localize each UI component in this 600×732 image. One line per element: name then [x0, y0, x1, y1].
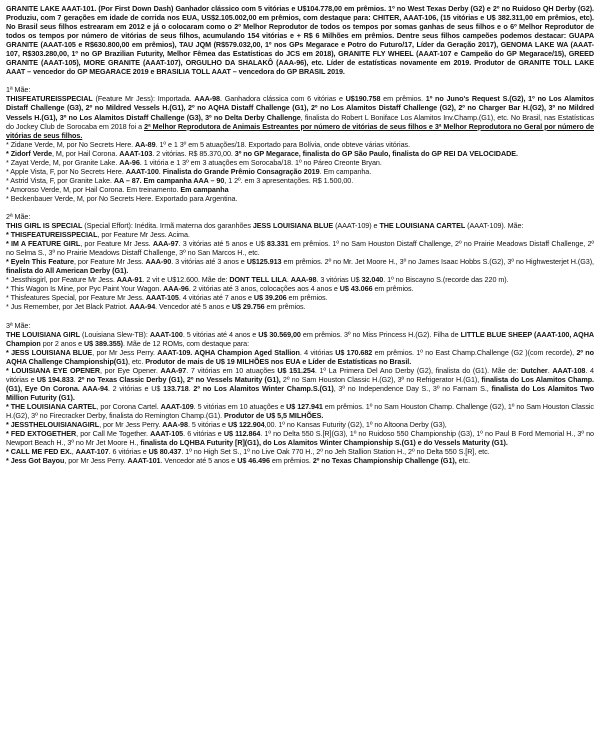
offspring-text: , por Feature Mr Jess. [73, 257, 146, 267]
offspring-text: , por Corona Cartel. [96, 401, 161, 411]
offspring-text: * Apple Vista, F, por No Secrets Here. [6, 166, 126, 176]
offspring-text: , M, por Hail Corona. [52, 148, 120, 158]
offspring-text: . [547, 365, 553, 375]
offspring-earnings: 133.718 [163, 383, 189, 393]
offspring-text: , por Feature Mr Jess. Acima. [97, 230, 190, 240]
offspring-name: * JESSTHELOUISIANAGIRL [6, 420, 100, 430]
offspring-earnings: U$ 151.254 [277, 365, 315, 375]
offspring-highlight: Produtor de U$ 5,5 MILHÕES. [224, 410, 324, 420]
offspring-text: * Jessthisgirl, por Feature Mr Jess. [6, 275, 117, 285]
dam2-text-c: (AAAT-109). Mãe: [465, 221, 524, 231]
list-item [6, 230, 594, 239]
list-item [6, 257, 594, 275]
offspring-text: . 2 vitórias. R$ 85.370,00. [152, 148, 235, 158]
dam1-text-d: , finalista do Robert L Boniface Los Alamitos Inv.Champ.(G1), etc. No Brasil, nas Estatísticas do Jockey Club de Sorocaba em 2018 foi a [6, 112, 594, 131]
dam1-offspring-list [6, 140, 594, 203]
dam3-earnings: U$ 30.569,00 [258, 329, 301, 339]
dam1-text-c: em prêmios. [380, 94, 426, 104]
offspring-text: * Thisfeatures Special, por Feature Mr Jess. [6, 293, 146, 303]
offspring-text: , 3º no Independence Day S., 3º no Farnam S., [333, 383, 492, 393]
list-item [6, 456, 594, 465]
offspring-text: . 1º e 1 3º em 5 atuações/18. Exportado para Bolívia, onde obteve várias vitórias. [155, 139, 411, 149]
dam1-wins: 1º no Juno's Request S.(G2), 1º no Los Alamitos Distaff Challenge (G3), 2º no Mildred Vessels H.(G1), 2º no AQHA Distaff Challenge (G1), 2º no Los Alamitos Distaff Challenge (G2), 2º no Charger Bar H.(G2), 3º no Mildred Vessels H.(G1), 3º no Los Alamitos Distaff Challenge (G3), 3º no Delta Derby Challenge [6, 94, 594, 122]
offspring-text: . 1º no Delta 550 S.[R](G3), 1º no Ruidoso 550 Championship (G3), 1º no Paul B Ford Memorial H., 3º no Newport Beach H., 3º no Mr Jet Moore H., [6, 429, 594, 448]
list-item [6, 239, 594, 257]
dam2-heading: 2ª Mãe: [6, 211, 31, 221]
offspring-highlight: 2º no AQHA Challenge Championship(G1) [6, 347, 594, 366]
offspring-text: em prêmios. [286, 293, 328, 303]
offspring-text: em prêmios. 1º no Sam Houston Champ. Challenge (G2), 1º no Sam Houston Classic H.(G2), 3º no Firecracker Derby, finalista do Remington Champ.(G1). [6, 401, 594, 420]
offspring-highlight: finalista do Los Alamitos Two Million Futurity (G1). [6, 383, 594, 402]
offspring-highlight: 2º no Los Alamitos Winter Champ.S.(G1) [193, 383, 334, 393]
offspring-text: * Zidorf Verde [6, 148, 53, 158]
offspring-text: * Beckenbauer Verde, M, por No Secrets Here. Exportado para Argentina. [6, 193, 238, 203]
dam3-sire-earnings: U$ 389.355) [84, 338, 124, 348]
list-item [6, 176, 594, 185]
offspring-grade: AAA-96 [163, 284, 189, 294]
dam2-paragraph [6, 221, 594, 230]
offspring-text: * Jus Remember, por Jet Black Patriot. [6, 302, 130, 312]
dam1-grade: AAA-98 [194, 94, 220, 104]
offspring-name: * LOUISIANA EYE OPENER [6, 365, 101, 375]
list-item [6, 366, 594, 402]
offspring-earnings: 32.040 [361, 275, 384, 285]
offspring-text: * Astrid Vista, F, por Granite Lake. [6, 175, 114, 185]
offspring-text: * This Wagon Is Mine, por Pyc Paint Your Wagon. [6, 284, 164, 294]
offspring-text: . 4 vitórias e [6, 365, 595, 384]
list-item [6, 429, 594, 447]
offspring-text: . Vencedor até 5 anos e [160, 456, 238, 466]
offspring-name: * THE LOUISIANA CARTEL [6, 401, 97, 411]
offspring-text: . 1 vitória e 1 3º em 3 atuações em Sorocaba/18. 1º no Páreo Creonte Bryan. [139, 157, 382, 167]
offspring-grade: AAAT-109. AQHA Champion Aged Stallion [157, 347, 300, 357]
offspring-text: em prêmios. [372, 284, 414, 294]
offspring-text: em prêmios. 2º no Mr. Jet Moore H., 3º no James Isaac Hobbs S.(G2), 3º no Highwesterjet H.(G3), [281, 257, 595, 267]
dam2-text-b: (AAAT-109) e [333, 221, 380, 231]
list-item [6, 149, 594, 158]
dam1-earnings: U$190.758 [345, 94, 381, 104]
offspring-text: . 2 vit e U$12.600. Mãe de: [142, 275, 230, 285]
offspring-text: , por Call Me Together. [76, 429, 151, 439]
dam1-heading: 1ª Mãe: [6, 85, 31, 95]
offspring-text: , etc. [127, 356, 146, 366]
offspring-text: . [286, 275, 291, 285]
dam2-text-a: (Special Effort): Inédita. Irmã materna dos garanhões [82, 221, 253, 231]
offspring-earnings: U$ 122.904 [227, 420, 265, 430]
offspring-grade: AAAT-108 [552, 365, 586, 375]
offspring-text: , por Mr Jess Perry. [99, 420, 163, 430]
offspring-text: , por Eye Opener. [100, 365, 161, 375]
offspring-grade: AAAT-107 [75, 447, 109, 457]
offspring-name: DONT TELL LILA [229, 275, 287, 285]
offspring-earnings: U$ 127.941 [286, 401, 323, 411]
dam1-text-b: . Ganhadora clássica com 6 vitórias e [220, 94, 346, 104]
dam1-text-a: (Feature Mr Jess): Importada. [92, 94, 195, 104]
offspring-text: . 4 vitórias [299, 347, 336, 357]
offspring-highlight: 2º no Texas Classic Derby (G1), 2º no Vessels Maturity (G1), [77, 374, 281, 384]
offspring-earnings: U$ 43.066 [339, 284, 373, 294]
offspring-text: , por Mr Jess Perry. [92, 347, 158, 357]
offspring-text: . 1º no High Set S., 1º no Live Oak 770 H., 2º no Jeh Stallion Station H., 2º no Delta 550 S.[R], etc. [181, 447, 490, 457]
document-page [6, 4, 594, 465]
dam3-text-e: . Mãe de 12 ROMs, com destaque para: [123, 338, 250, 348]
offspring-text: . [158, 166, 163, 176]
offspring-grade: AAAT-109 [160, 401, 194, 411]
offspring-text: . 5 vitórias e [187, 420, 228, 430]
offspring-name: * CALL ME FED EX. [6, 447, 72, 457]
offspring-grade: AAA-97 [160, 365, 187, 375]
offspring-highlight: finalista do LQHBA Futurity [R](G1), do Los Alamitos Winter Championship S.(G1) e do Vessels Maturity (G1). [140, 438, 508, 448]
offspring-text: , 1 2º. em 3 apresentações. R$ 1.500,00. [224, 175, 354, 185]
offspring-text: . 7 vitórias em 10 atuações [186, 365, 278, 375]
offspring-grade: AAA-97 [152, 239, 179, 249]
offspring-grade: AAA-90 [145, 257, 172, 267]
offspring-grade: AAA-94 [129, 302, 156, 312]
dam1-highlight: 2ª Melhor Reprodutora de Animais Estreantes por número de vitórias de seus filhos e 3ª Melhor Reprodutora no Geral por número de vitórias de seus filhos. [6, 121, 594, 140]
offspring-name: * JESS LOUISIANA BLUE [6, 347, 93, 357]
offspring-earnings: U$ 29.756 [231, 302, 265, 312]
offspring-name: * THISFEATUREISSPECIAL [6, 230, 98, 240]
offspring-text: . 1º no Biscayno S.(recorde das 220 m). [383, 275, 509, 285]
offspring-text: em prêmios. 1º no Sam Houston Distaff Challenge, 2º no Prairie Meadows Distaff Challenge, 2º no Selma S., 3º no Prairie Meadows Distaff Challenge, 3º no San Marcos H., etc. [6, 239, 594, 258]
offspring-text: , [71, 447, 76, 457]
offspring-earnings: U$ 170.682 [335, 347, 373, 357]
dam2-sibling-2: THE LOUISIANA CARTEL [379, 221, 466, 231]
offspring-grade: AAAT-105 [150, 429, 184, 439]
offspring-text: . [188, 383, 194, 393]
offspring-earnings: U$ 46.496 [237, 456, 270, 466]
offspring-text: Finalista do Grande Prêmio Consagração 2019 [162, 166, 320, 176]
list-item [6, 167, 594, 176]
offspring-text: . 4 vitórias até 7 anos e [178, 293, 254, 303]
offspring-highlight: finalista do All American Derby (G1). [6, 266, 129, 276]
list-item [6, 194, 594, 203]
offspring-text: etc. [456, 456, 471, 466]
dam3-sire: LITTLE BLUE SHEEP (AAAT-100, AQHA Champion [6, 329, 595, 348]
offspring-grade: AAA-98 [290, 275, 317, 285]
list-item [6, 420, 594, 429]
offspring-text: , por Feature Mr Jess. [80, 239, 153, 249]
offspring-name: * IM A FEATURE GIRL [6, 239, 81, 249]
offspring-text: AA – 87. Em campanha AAA – 90 [113, 175, 225, 185]
offspring-text: . 6 vitórias e [108, 447, 149, 457]
offspring-earnings: U$125.913 [246, 257, 282, 267]
offspring-earnings: U$ 194.833 [36, 374, 74, 384]
offspring-text: . 6 vitórias e [183, 429, 224, 439]
list-item [6, 447, 594, 456]
dam3-text-a: (Louisiana Slew-TB): [80, 329, 150, 339]
offspring-highlight: Produtor de mais de U$ 19 MILHÕES nos EUA e Líder de Estatísticas no Brasil. [145, 356, 412, 366]
list-item [6, 140, 594, 149]
offspring-text: . 3 vitórias até 3 anos e [171, 257, 247, 267]
offspring-text: AAAT-100 [125, 166, 159, 176]
offspring-text: Em campanha [180, 184, 229, 194]
list-item [6, 402, 594, 420]
dam3-paragraph [6, 330, 594, 348]
dam3-text-b: . 5 vitórias até 4 anos e [182, 329, 259, 339]
dam1-paragraph [6, 94, 594, 139]
offspring-highlight: 2º no Texas Championship Challenge (G1), [312, 456, 457, 466]
offspring-text: em prêmios. [269, 456, 313, 466]
offspring-text: 3º no GP Megarace, finalista do GP São Paulo, finalista do GP REI DA VELOCIDADE. [234, 148, 518, 158]
dam2-sibling-1: JESS LOUISIANA BLUE [252, 221, 334, 231]
offspring-grade: AAA-98 [162, 420, 188, 430]
dam3-heading: 3ª Mãe: [6, 320, 31, 330]
offspring-earnings: 83.331 [266, 239, 289, 249]
offspring-highlight: finalista do Los Alamitos Champ.(G1), Eye On Corona. AAA-94 [6, 374, 594, 393]
offspring-text: em prêmios. [264, 302, 306, 312]
list-item [6, 158, 594, 167]
offspring-name: * Eyeln This Feature [6, 257, 74, 267]
list-item [6, 185, 594, 194]
dam3-text-d: por 2 anos e [40, 338, 85, 348]
list-item [6, 293, 594, 302]
offspring-text: 2º no Sam Houston Classic H.(G2), 3º no Refrigerator H.(G1), [280, 374, 482, 384]
offspring-text: . 2 vitórias até 3 anos, colocações aos 4 anos e [188, 284, 340, 294]
offspring-text: . Em campanha. [319, 166, 372, 176]
offspring-name: Dutcher [520, 365, 548, 375]
offspring-name: * FED EXTOGETHER [6, 429, 77, 439]
dam3-grade: AAAT-100 [149, 329, 183, 339]
offspring-text: AAAT-103 [119, 148, 153, 158]
offspring-grade: AAAT-105 [145, 293, 179, 303]
offspring-text: . 1º La Primera Del Ano Derby (G2), finalista do (G1). Mãe de: [314, 365, 521, 375]
offspring-text: ,00. 1º no Kansas Futurity (G2), 1º no Altoona Derby (G3), [264, 420, 447, 430]
offspring-text: * Amoroso Verde, M, por Hail Corona. Em treinamento. [6, 184, 181, 194]
offspring-text: em prêmios. 1º no East Champ.Challenge (G2 )(com recorde), [372, 347, 577, 357]
intro-paragraph [6, 4, 594, 76]
offspring-earnings: U$ 39.206 [253, 293, 287, 303]
offspring-earnings: U$ 80.437 [148, 447, 182, 457]
list-item [6, 275, 594, 284]
offspring-text: . 2 vitórias e U$ [107, 383, 164, 393]
list-item [6, 302, 594, 311]
offspring-text: . 5 vitórias em 10 atuações e [193, 401, 287, 411]
offspring-text: , por Mr Jess Perry. [64, 456, 128, 466]
intro-text: GRANITE LAKE AAAT-101. (Por First Down Dash) Ganhador clássico com 5 vitórias e U$104.778,00 em prêmios. 1º no West Texas Derby (G2) e 2º no Ruidoso QH Derby (G2). Produziu, com 7 gerações em idade de corrida nos EUA, US$2.105.002,00 em prêmios, com destaque para: CHITER, AAAT-106, (15 vitórias e U$ 382.311,00 em prêmios, etc). No Brasil seus filhos estrearam em 2012 e já o colocaram como o 2º Melhor Reprodutor de todos os tempos por somas ganhas de seus filhos e o 6º Melhor Reprodutor de todos os tempos por número de vitórias de seus filhos, acumulando 154 vitórias e + R$ 6 Milhões em prêmios. Dentre seus filhos campeões podemos destacar: GUAPA GRANITE (AAAT-105 e R$630.800,00 em prêmios), TAU JQM (R$579.032,00, 1º nos GPs Megarace e Potro do Futuro/17, Líder da Geração 2017), GENOMA LAKE WA (AAAT-107, R$303.280,00, 1º no GP Brazilian Futurity, Melhor Fêmea das Estatísticas do JCS em 2018), GRANITE FLY WHEEL (AAAT-107 e Campeão do GP Megarace/15), GREED GRANITE (AAAT-105), MORE GRANITE (AAAT-107), ORGULHO DA SHALAKÔ (AAA-96), etc. Líder de estatísticas novamente em 2019. Produtor de GRANITE TOLL LAKE AAAT – vencedor do GP MEGARACE 2019 e BRASILIA TOLL AAAT – vencedora do GP BRASIL 2019. [6, 4, 594, 77]
offspring-text: . 3 vitórias até 5 anos e U$ [178, 239, 267, 249]
dam3-text-c: em prêmios. 3º no Miss Princess H.(G2). Filha de [300, 329, 461, 339]
offspring-text: . [73, 374, 78, 384]
dam3-name: THE LOUISIANA GIRL [6, 329, 81, 339]
offspring-text: AA-96 [119, 157, 140, 167]
list-item [6, 284, 594, 293]
dam1-name: THISFEATUREISSPECIAL [6, 94, 93, 104]
offspring-grade: AAA-91 [116, 275, 143, 285]
offspring-text: . Vencedor até 5 anos e [155, 302, 232, 312]
offspring-grade: AAAT-101 [127, 456, 161, 466]
offspring-text: . 3 vitórias U$ [316, 275, 362, 285]
list-item [6, 348, 594, 366]
offspring-text: * Zidane Verde, M, por No Secrets Here. [6, 139, 136, 149]
offspring-earnings: U$ 112.864 [223, 429, 261, 439]
dam2-name: THIS GIRL IS SPECIAL [6, 221, 83, 231]
offspring-name: * Jess Got Bayou [6, 456, 65, 466]
offspring-text: AA-89 [135, 139, 156, 149]
offspring-text: * Zayat Verde, M, por Granite Lake. [6, 157, 120, 167]
